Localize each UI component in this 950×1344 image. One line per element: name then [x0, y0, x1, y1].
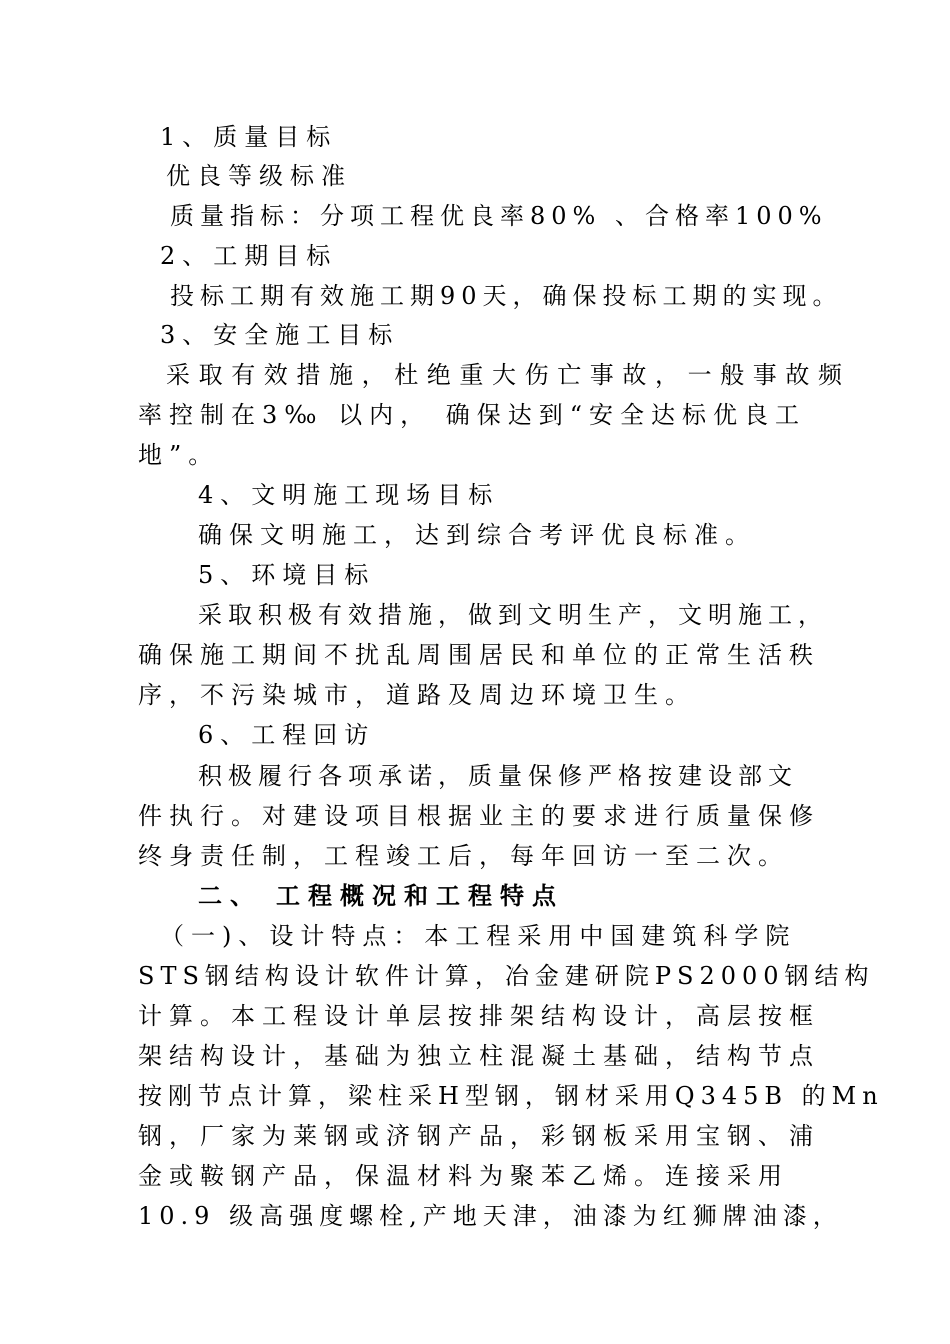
- section-heading-quality-target: 1、质量目标: [160, 123, 338, 151]
- paragraph-line: 终身责任制，工程竣工后，每年回访一至二次。: [138, 842, 789, 870]
- paragraph-line: 金或鞍钢产品，保温材料为聚苯乙烯。连接采用: [138, 1162, 789, 1190]
- chapter-number: 二、: [198, 881, 262, 910]
- paragraph-line: 采取有效措施，杜绝重大伤亡事故，一般事故频: [166, 361, 851, 389]
- paragraph-line: STS钢结构设计软件计算，冶金建研院PS2000钢结构: [138, 962, 875, 990]
- paragraph-line: 积极履行各项承诺，质量保修严格按建设部文: [198, 762, 798, 790]
- paragraph-line: 确保文明施工，达到综合考评优良标准。: [198, 521, 756, 549]
- section-heading-schedule-target: 2、工期目标: [160, 242, 338, 270]
- section-heading-civilized-site-target: 4、文明施工现场目标: [198, 481, 500, 509]
- paragraph-line: 钢，厂家为莱钢或济钢产品，彩钢板采用宝钢、浦: [138, 1122, 820, 1150]
- section-heading-environment-target: 5、环境目标: [198, 561, 376, 589]
- paragraph-line: 地”。: [138, 441, 220, 469]
- paragraph-line: 件执行。对建设项目根据业主的要求进行质量保修: [138, 802, 820, 830]
- section-heading-project-revisit: 6、工程回访: [198, 721, 376, 749]
- paragraph-line: 计算。本工程设计单层按排架结构设计，高层按框: [138, 1002, 820, 1030]
- paragraph-line: 序，不污染城市，道路及周边环境卫生。: [138, 681, 696, 709]
- paragraph-line: 确保施工期间不扰乱周围居民和单位的正常生活秩: [138, 641, 820, 669]
- paragraph-line: 按刚节点计算，梁柱采H型钢，钢材采用Q345B 的Mn: [138, 1082, 884, 1110]
- paragraph-line: 率控制在3‰ 以内， 确保达到“安全达标优良工: [138, 401, 806, 429]
- section-heading-safety-target: 3、安全施工目标: [160, 321, 400, 349]
- paragraph-line: 采取积极有效措施，做到文明生产，文明施工，: [198, 601, 828, 629]
- chapter-title: 工程概况和工程特点: [276, 881, 564, 910]
- paragraph-line: （一)、设计特点：本工程采用中国建筑科学院: [160, 922, 797, 950]
- paragraph-line: 投标工期有效施工期90天，确保投标工期的实现。: [170, 282, 843, 310]
- paragraph-line: 架结构设计，基础为独立柱混凝土基础，结构节点: [138, 1042, 820, 1070]
- paragraph-line: 优良等级标准: [166, 162, 352, 190]
- paragraph-line: 质量指标：分项工程优良率80% 、合格率100%: [170, 202, 828, 230]
- paragraph-line: 10.9 级高强度螺栓,产地天津，油漆为红狮牌油漆，: [138, 1202, 843, 1230]
